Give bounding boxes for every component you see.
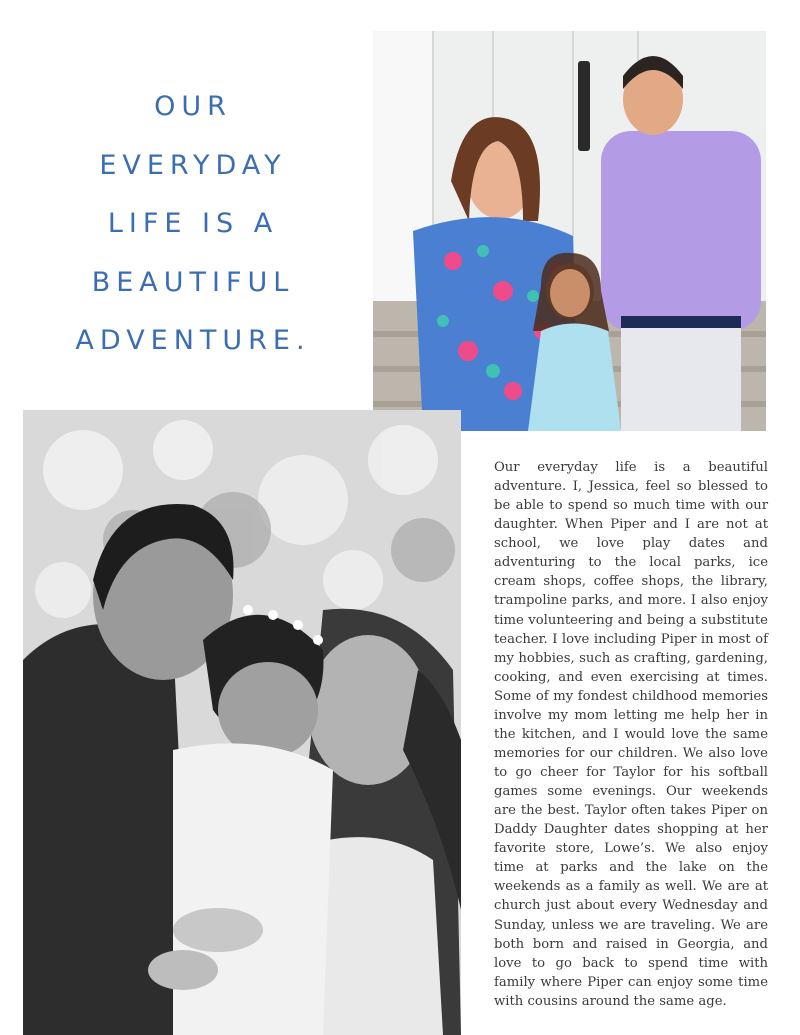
headline-line: LIFE IS A [107, 208, 279, 239]
family-embrace-photo [23, 410, 461, 1035]
family-portrait-image [373, 31, 766, 431]
headline-line: EVERYDAY [99, 149, 287, 181]
headline-line: BEAUTIFUL [91, 266, 295, 298]
headline-line: OUR [154, 91, 232, 122]
family-embrace-image [23, 410, 461, 1035]
body-paragraph: Our everyday life is a beautiful adventure. I, Jessica, feel so blessed to be able to spend so much time with our daughter. When Piper and I are not at school, we love play dates and adventuring to the local parks, ice cream shops, coffee shops, the library, trampoline parks, and more. I also enjoy time volunteering and being a substitute teacher. I love including Piper in most of my hobbies, such as crafting, gardening, cooking, and even exercising at times. Some of my fondest childhood memories involve my mom letting me help her in the kitchen, and I would love the same memories for our children. We also love to go cheer for Taylor for his softball games some evenings. Our weekends are the best. Taylor often takes Piper on Daddy Daughter dates shopping at her favorite store, Lowe’s. We also enjoy time at parks and the lake on the weekends as a family as well. We are at church just about every Wednesday and Sunday, unless we are traveling. We are both born and raised in Georgia, and love to go back to spend time with family where Piper can enjoy some time with cousins around the same age. [494, 460, 768, 1009]
page-headline [38, 78, 348, 371]
headline-line: ADVENTURE. [75, 325, 311, 356]
family-portrait-photo [373, 31, 766, 431]
